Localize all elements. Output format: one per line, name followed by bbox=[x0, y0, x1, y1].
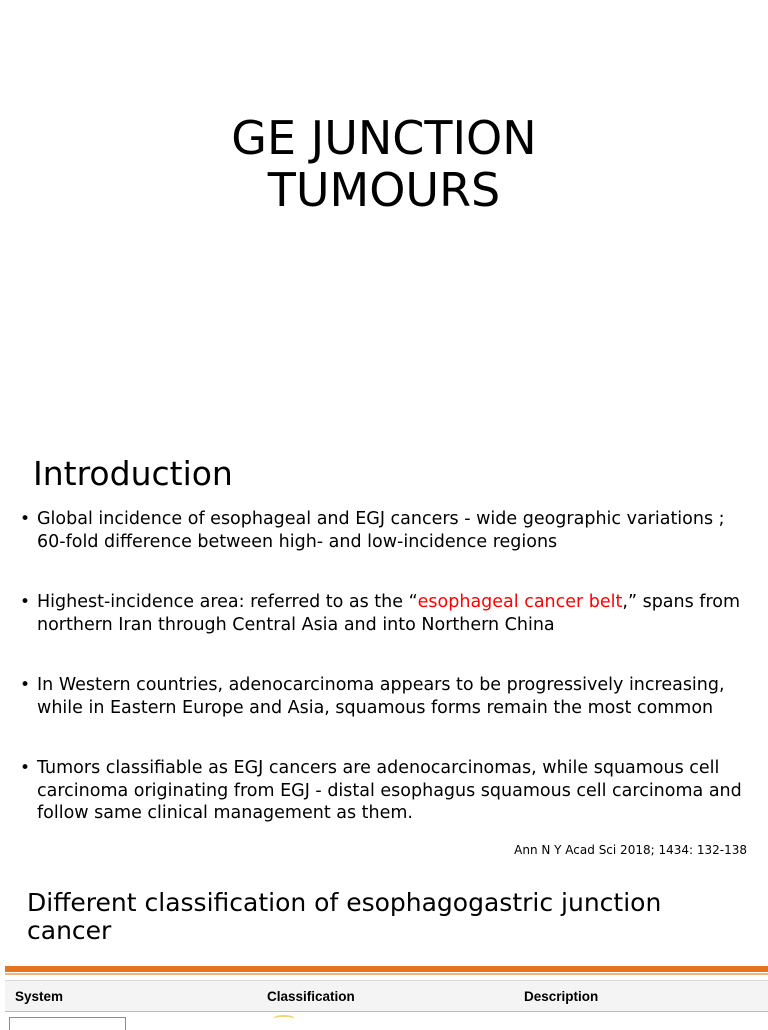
column-header-system: System bbox=[15, 989, 64, 1004]
introduction-heading: Introduction bbox=[33, 454, 233, 493]
column-header-description: Description bbox=[524, 989, 599, 1004]
table-row bbox=[5, 1013, 768, 1024]
bullet-item-cancer-belt bbox=[20, 591, 745, 636]
table-header-row bbox=[5, 980, 768, 1012]
bullet-dot-icon: • bbox=[20, 675, 31, 695]
highlighted-term: esophageal cancer belt bbox=[417, 592, 623, 612]
column-header-classification: Classification bbox=[267, 989, 355, 1004]
presentation-title bbox=[0, 112, 768, 216]
bullet-dot-icon: • bbox=[20, 758, 31, 778]
bullet-text-after: ,” spans from northern Iran through Central Asia and into Northern China bbox=[37, 592, 741, 635]
citation-reference: Ann N Y Acad Sci 2018; 1434: 132-138 bbox=[514, 843, 747, 857]
bullet-dot-icon: • bbox=[20, 592, 31, 612]
bullet-item-incidence bbox=[20, 508, 745, 553]
bullet-text: In Western countries, adenocarcinoma appears to be progressively increasing, while in Eastern Europe and Asia, squamous forms remain the most common bbox=[37, 675, 725, 718]
classification-table bbox=[5, 966, 768, 1024]
bullet-text: Global incidence of esophageal and EGJ cancers - wide geographic variations ; 60-fold difference between high- and low-incidence regions bbox=[37, 509, 725, 552]
bullet-item-egj-tumors bbox=[20, 757, 745, 825]
title-slide bbox=[0, 0, 768, 435]
table-top-rule-thin bbox=[5, 973, 768, 975]
title-line-1: GE JUNCTION bbox=[231, 111, 537, 165]
bullet-text-before: Highest-incidence area: referred to as the “ bbox=[37, 592, 418, 612]
bullet-dot-icon: • bbox=[20, 509, 31, 529]
table-cell-mark bbox=[273, 1015, 295, 1023]
title-line-2: TUMOURS bbox=[267, 163, 501, 217]
bullet-text: Tumors classifiable as EGJ cancers are adenocarcinomas, while squamous cell carcinoma originating from EGJ - distal esophagus squamous cell carcinoma and follow same clinical management as them. bbox=[37, 758, 742, 823]
bullet-text bbox=[37, 591, 745, 636]
classification-heading: Different classification of esophagogastric junction cancer bbox=[27, 888, 662, 945]
table-top-rule bbox=[5, 966, 768, 972]
bullet-item-western-countries bbox=[20, 674, 745, 719]
